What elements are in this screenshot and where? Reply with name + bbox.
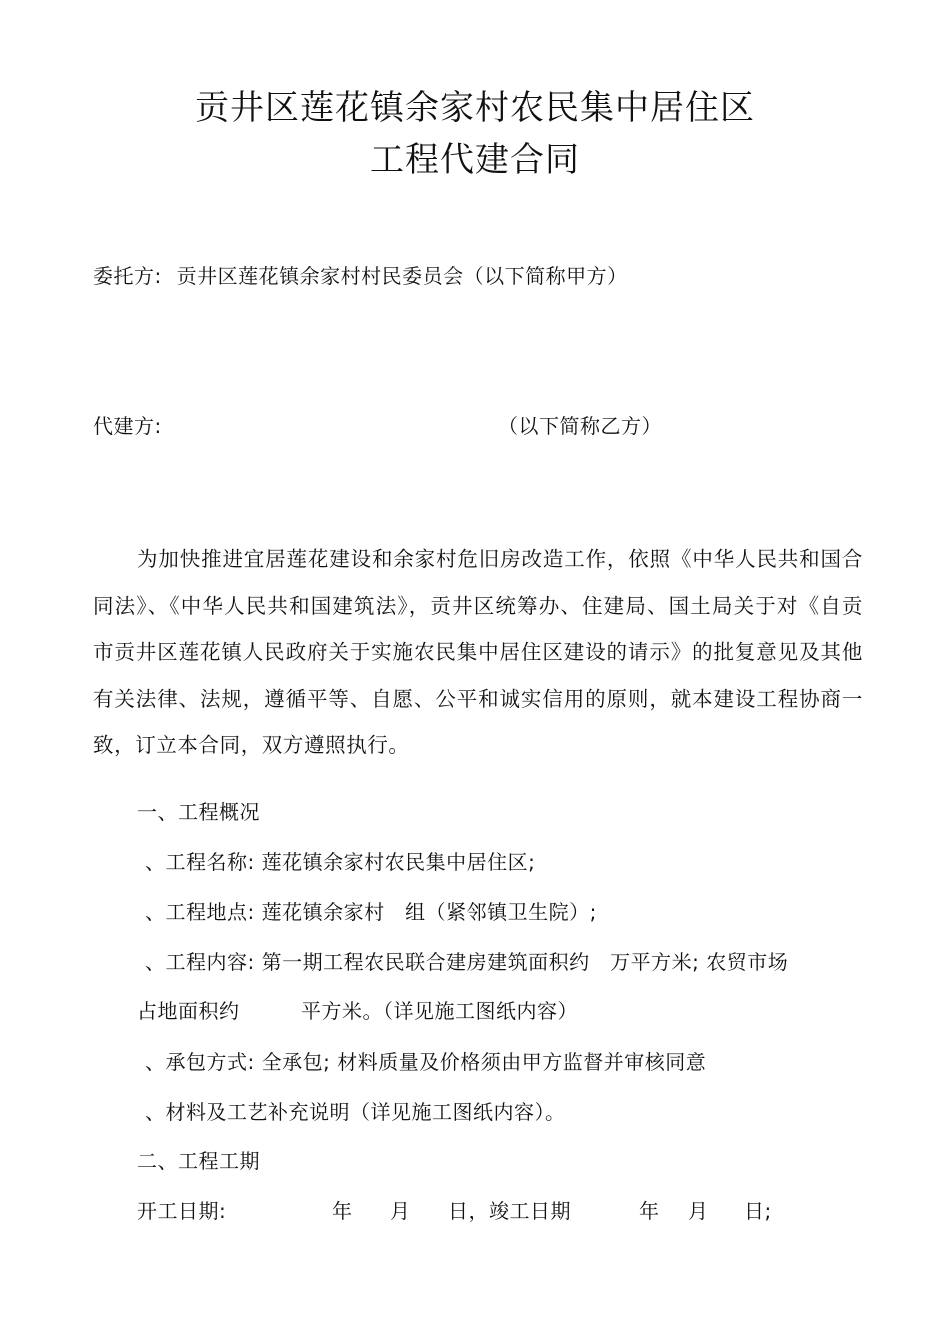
builder-suffix: （以下简称乙方） xyxy=(498,414,662,438)
item-project-location: 、工程地点: 莲花镇余家村 组（紧邻镇卫生院）; xyxy=(145,900,597,924)
builder-party-line xyxy=(93,410,162,439)
document-title-line2: 工程代建合同 xyxy=(370,140,580,180)
start-date-label: 开工日期: xyxy=(137,1199,227,1223)
item-contract-method: 、承包方式: 全承包; 材料质量及价格须由甲方监督并审核同意 xyxy=(145,1050,707,1074)
item-project-name: 、工程名称: 莲花镇余家村农民集中居住区; xyxy=(145,850,536,874)
client-value: 贡井区莲花镇余家村村民委员会（以下简称甲方） xyxy=(176,264,628,288)
item-project-content-line1: 、工程内容: 第一期工程农民联合建房建筑面积约 万平方米; 农贸市场 xyxy=(145,950,789,974)
client-label: 委托方: xyxy=(93,264,162,288)
intro-paragraph: 为加快推进宜居莲花建设和余家村危旧房改造工作，依照《中华人民共和国合同法》、《中华人民共和国建筑法》，贡井区统筹办、住建局、国土局关于对《自贡市贡井区莲花镇人民政府关于实施农民集中居住区建设的请示》的批复意见及其他有关法律、法规，遵循平等、自愿、公平和诚实信用的原则，就本建设工程协商一致，订立本合同，双方遵照执行。 xyxy=(93,547,863,757)
client-party-line xyxy=(93,260,628,289)
item-project-content-line2: 占地面积约 平方米。（详见施工图纸内容） xyxy=(137,999,578,1023)
end-day-label: 日; xyxy=(744,1199,772,1223)
section2-heading: 二、工程工期 xyxy=(137,1149,260,1173)
start-month-label: 月 xyxy=(390,1199,411,1223)
item-materials-note: 、材料及工艺补充说明（详见施工图纸内容）。 xyxy=(145,1100,566,1124)
builder-label: 代建方: xyxy=(93,414,162,438)
document-title-line1: 贡井区莲花镇余家村农民集中居住区 xyxy=(195,88,755,128)
end-month-label: 月 xyxy=(688,1199,709,1223)
start-year-label: 年 xyxy=(332,1199,353,1223)
section1-heading: 一、工程概况 xyxy=(137,800,260,824)
completion-date-label: 日，竣工日期 xyxy=(448,1199,571,1223)
end-year-label: 年 xyxy=(639,1199,660,1223)
